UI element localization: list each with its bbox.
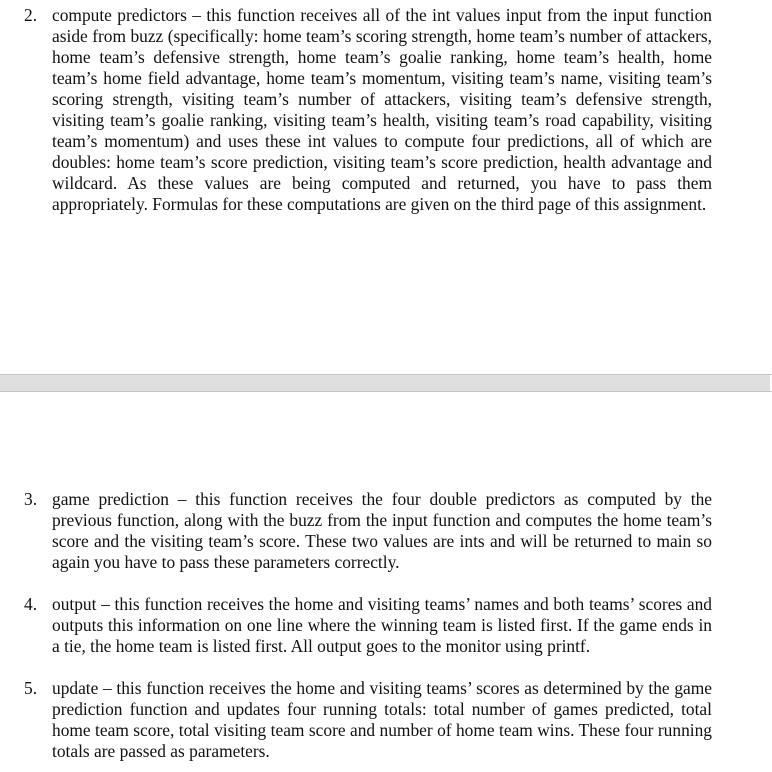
list-item-text: game prediction – this function receives the four double predictors as computed by the previous function, along with the buzz from the input function and computes the home team’s score and the visiting team’s score. These two values are ints and will be returned to main so again you have to pass these parameters correctly. <box>52 489 712 572</box>
list-item-number: 2. <box>24 5 38 25</box>
list-item-output <box>24 594 712 657</box>
list-item-number: 3. <box>24 489 38 509</box>
list-item-text: output – this function receives the home and visiting teams’ names and both teams’ scores and outputs this information on one line where the winning team is listed first. If the game ends in a tie, the home team is listed first. All output goes to the monitor using printf. <box>52 594 712 656</box>
list-item-game-prediction <box>24 489 712 573</box>
list-item-update <box>24 678 712 762</box>
list-item-text: update – this function receives the home and visiting teams’ scores as determined by the game prediction function and updates four running totals: total number of games predicted, total home team score, total visiting team score and number of home team wins. These four running totals are passed as parameters. <box>52 678 712 761</box>
list-item-compute-predictors <box>24 5 712 215</box>
list-item-number: 4. <box>24 594 38 614</box>
list-item-number: 5. <box>24 678 38 698</box>
page-break-divider <box>0 374 772 392</box>
list-item-text: compute predictors – this function receives all of the int values input from the input function aside from buzz (specifically: home team’s scoring strength, home team’s number of attackers, home team’s defensive strength, home team’s goalie ranking, home team’s health, home team’s home field advantage, home team’s momentum, visiting team’s name, visiting team’s scoring strength, visiting team’s number of attackers, visiting team’s defensive strength, visiting team’s goalie ranking, visiting team’s health, visiting team’s road capability, visiting team’s momentum) and uses these int values to compute four predictions, all of which are doubles: home team’s score prediction, visiting team’s score prediction, health advantage and wildcard. As these values are being computed and returned, you have to pass them appropriately. Formulas for these computations are given on the third page of this assignment. <box>52 5 712 214</box>
